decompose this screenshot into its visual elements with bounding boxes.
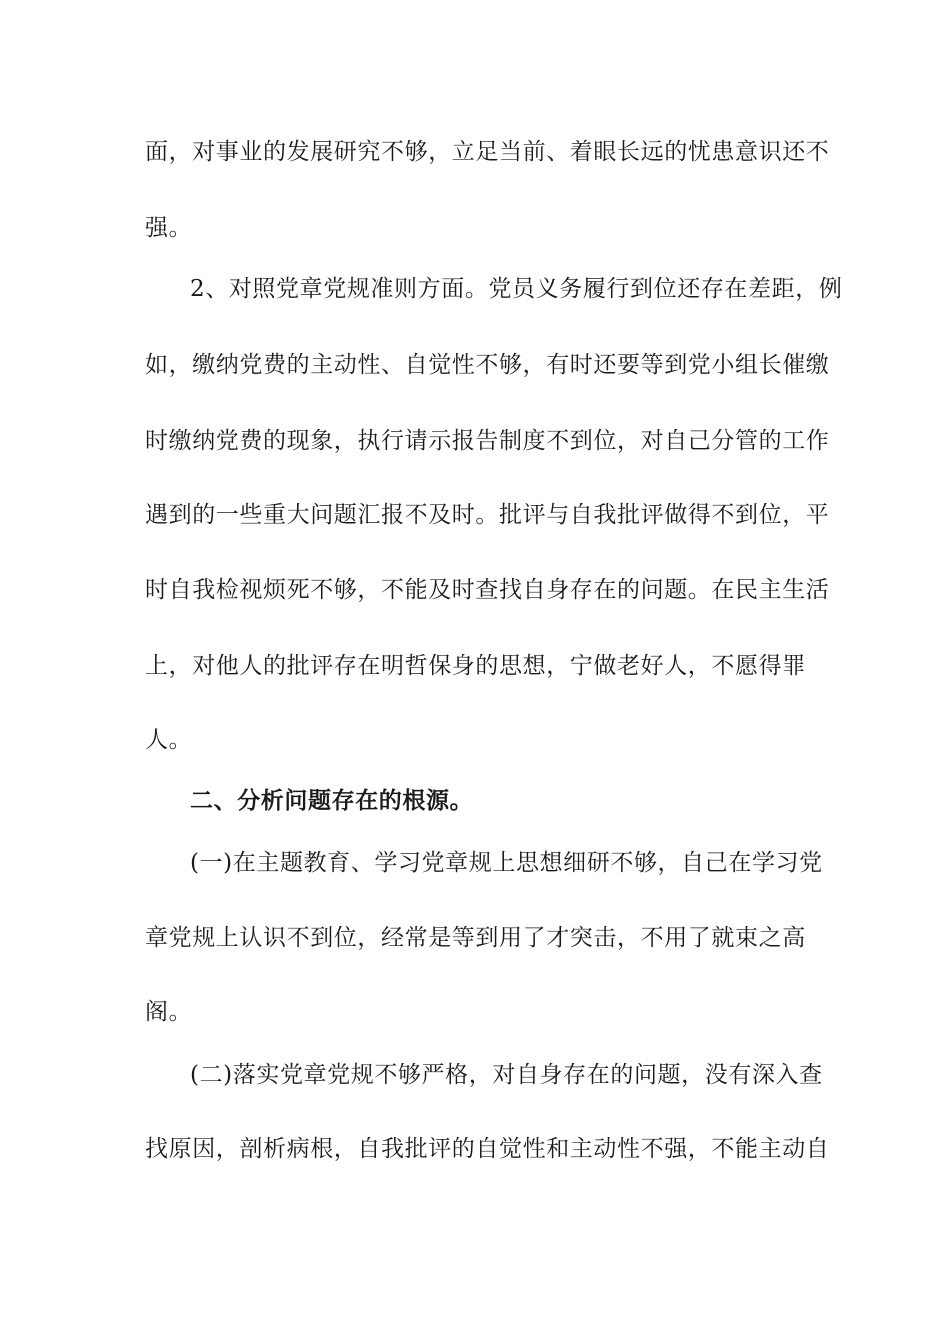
text-line: 找原因，剖析病根，自我批评的自觉性和主动性不强，不能主动自 [145, 1136, 830, 1162]
text-line: 章党规上认识不到位，经常是等到用了才突击，不用了就束之高 [145, 925, 806, 951]
text-line: 面，对事业的发展研究不够，立足当前、着眼长远的忧患意识还不 [145, 139, 830, 165]
text-line: 人。 [145, 727, 193, 753]
text-line: 时自我检视烦死不够，不能及时查找自身存在的问题。在民主生活 [145, 577, 830, 603]
text-line: 时缴纳党费的现象，执行请示报告制度不到位，对自己分管的工作 [145, 428, 830, 454]
text-line: 上，对他人的批评存在明哲保身的思想，宁做老好人，不愿得罪 [145, 653, 806, 679]
text-line: 阁。 [145, 999, 193, 1025]
text-line: 遇到的一些重大问题汇报不及时。批评与自我批评做得不到位，平 [145, 502, 830, 528]
paragraph-start: (二)落实党章党规不够严格，对自身存在的问题，没有深入查 [190, 1062, 823, 1088]
section-heading: 二、分析问题存在的根源。 [190, 788, 474, 814]
paragraph-start: 2、对照党章党规准则方面。党员义务履行到位还存在差距，例 [190, 276, 843, 302]
text-line: 如，缴纳党费的主动性、自觉性不够，有时还要等到党小组长催缴 [145, 352, 830, 378]
text-line: 强。 [145, 215, 193, 241]
paragraph-start: (一)在主题教育、学习党章规上思想细研不够，自己在学习党 [190, 850, 823, 876]
